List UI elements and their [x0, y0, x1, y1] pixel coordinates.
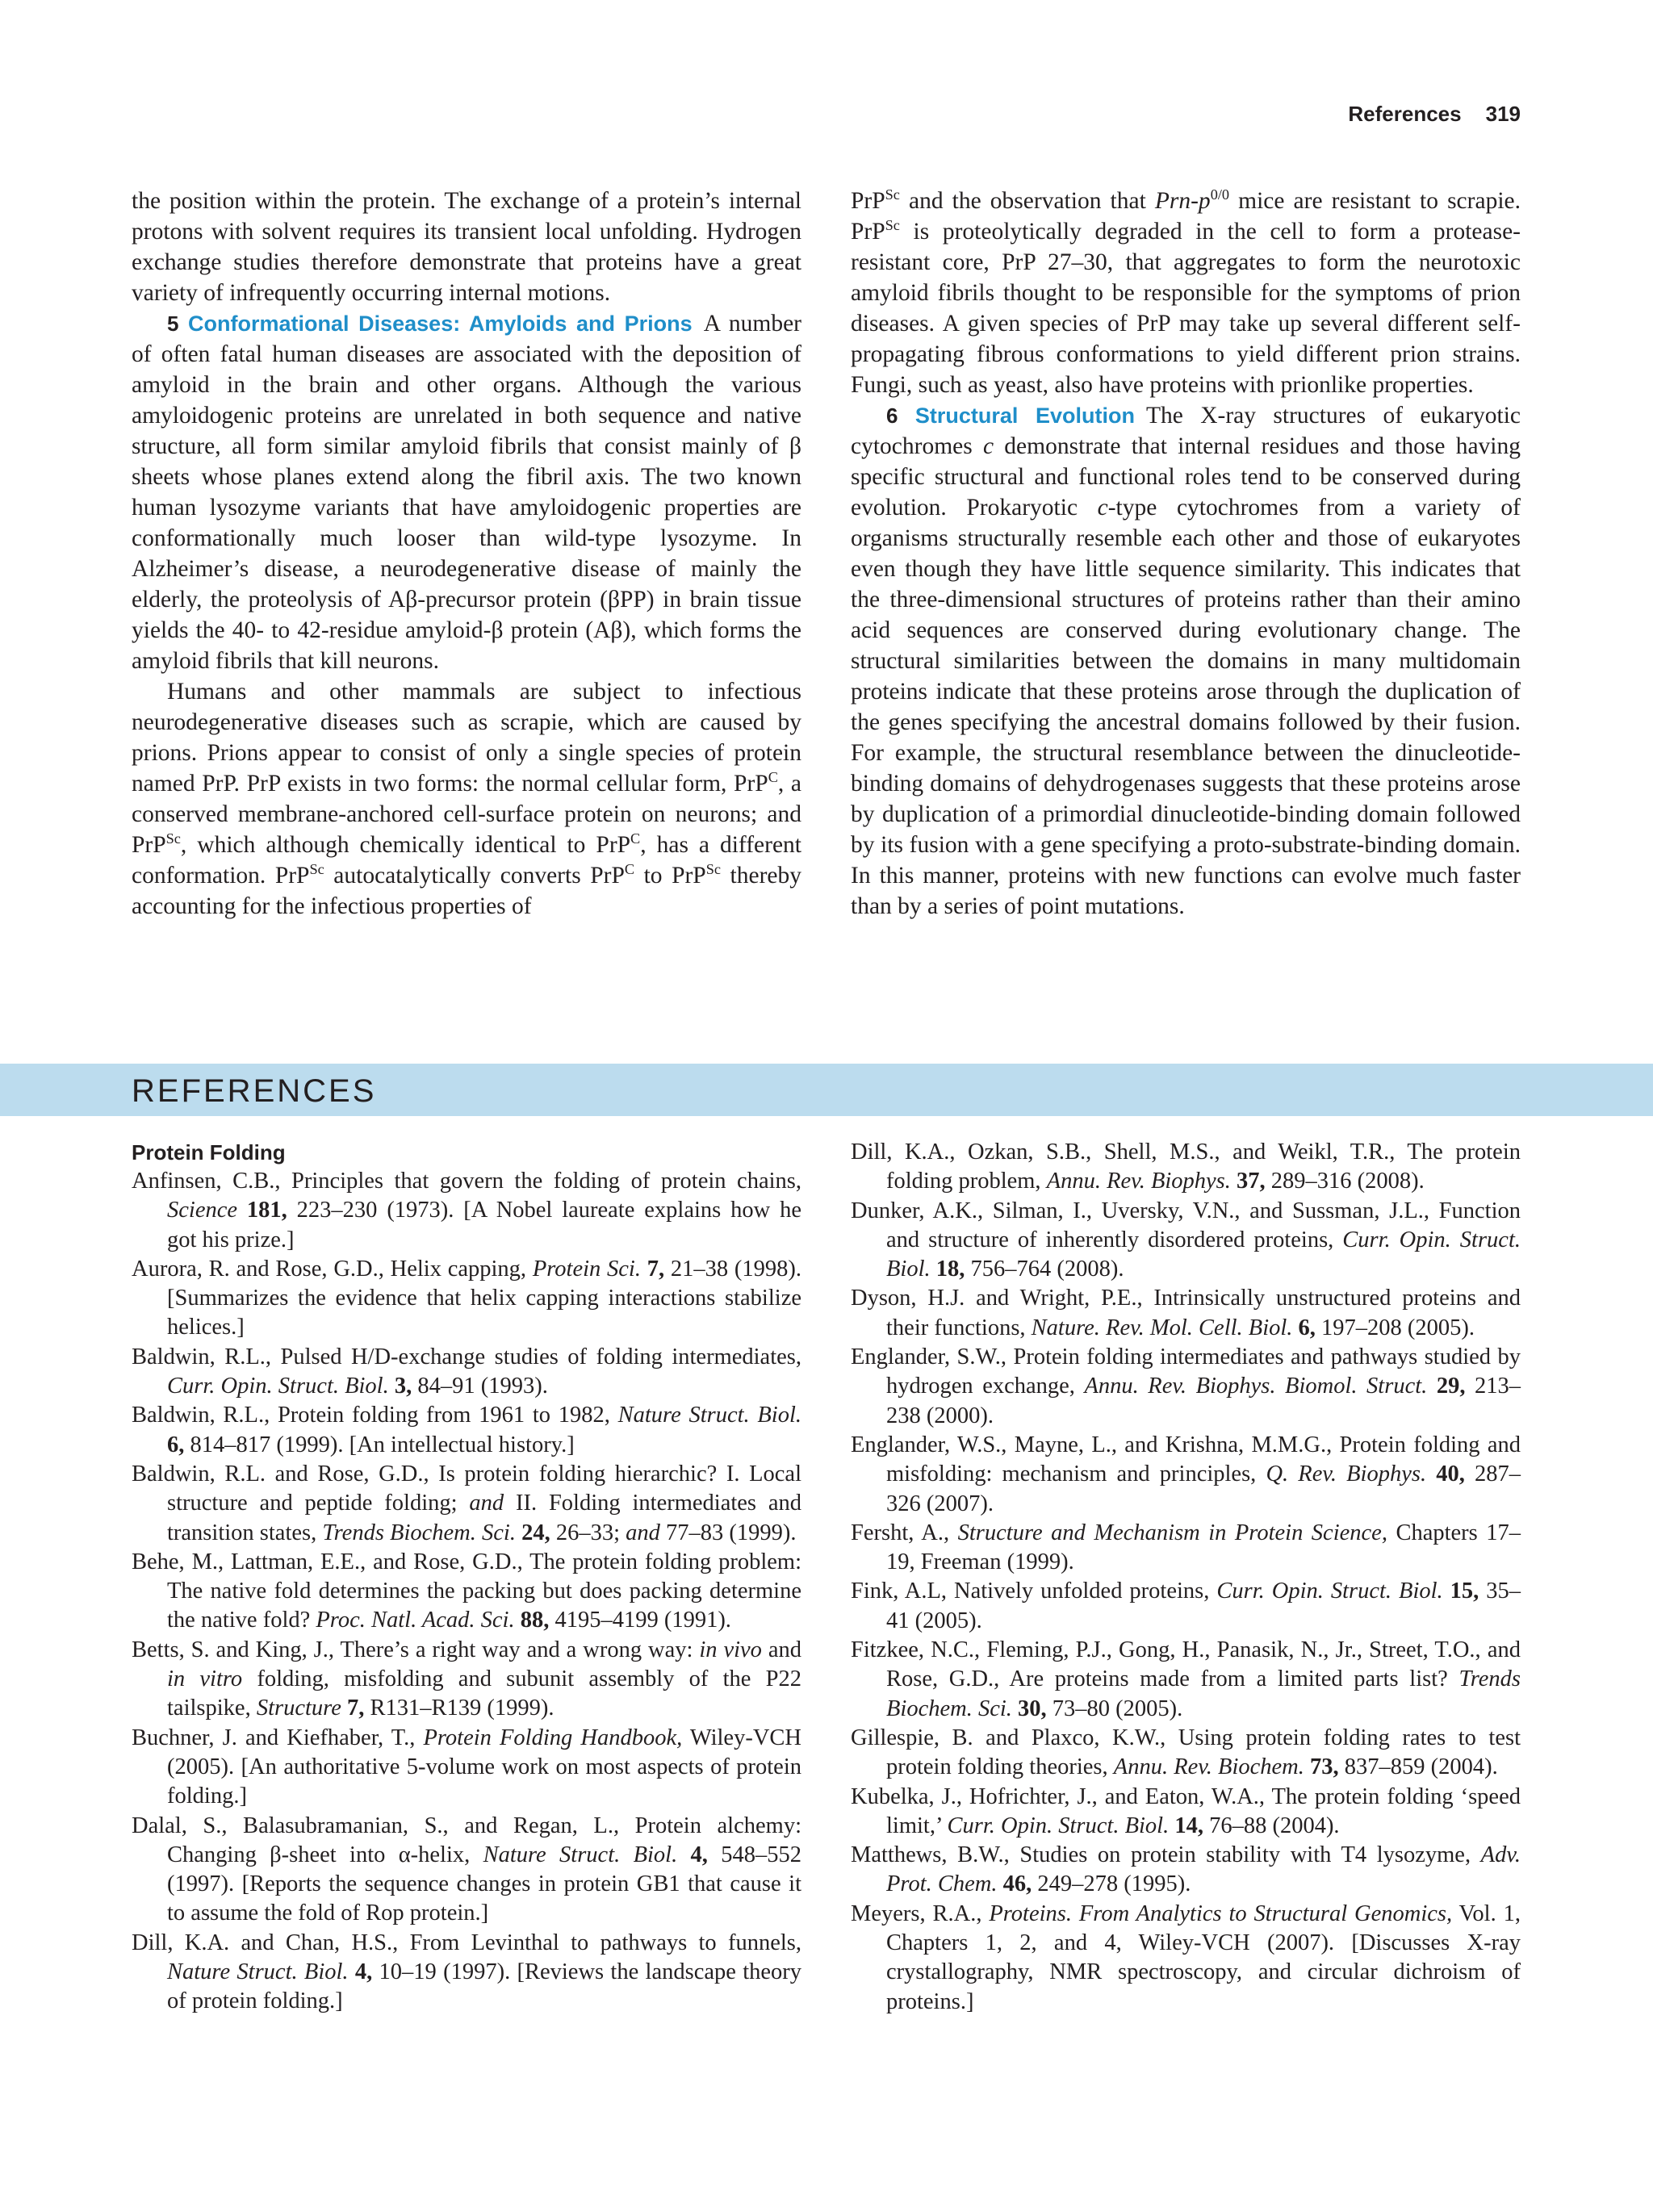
reference-entry	[132, 1812, 801, 1929]
reference-volume: 46,	[997, 1871, 1032, 1897]
text-run: mice are resistant to scrapie. PrP	[851, 188, 1521, 245]
reference-text: Aurora, R. and Rose, G.D., Helix capping,	[132, 1256, 533, 1282]
superscript: Sc	[309, 861, 324, 878]
reference-entry	[851, 1284, 1521, 1343]
reference-journal: Annu. Rev. Biophys. Biomol. Struct.	[1084, 1374, 1428, 1399]
reference-entry	[851, 1431, 1521, 1519]
reference-entry	[851, 1577, 1521, 1636]
reference-text: Dill, K.A. and Chan, H.S., From Levinthal to pathways to funnels,	[132, 1930, 801, 1955]
reference-text: Gillespie, B. and Plaxco, K.W., Using protein folding rates to test protein folding theories,	[851, 1725, 1521, 1780]
reference-entry	[132, 1548, 801, 1636]
body-column-left	[132, 186, 801, 922]
reference-volume: 4,	[677, 1842, 708, 1867]
gene-name: Prn-p	[1154, 188, 1211, 214]
reference-text: Baldwin, R.L., Protein folding from 1961 to 1982,	[132, 1403, 618, 1428]
reference-volume: 15,	[1442, 1579, 1479, 1604]
reference-volume: 40,	[1426, 1461, 1465, 1487]
reference-entry	[132, 1343, 801, 1402]
superscript: C	[630, 830, 641, 847]
page-number: 319	[1485, 102, 1521, 126]
reference-journal: Nature Struct. Biol.	[483, 1842, 678, 1867]
text-run: Humans and other mammals are subject to infectious neurodegenerative diseases such as scrapie, which are caused by prions. Prions appear to consist of only a single species of protein named PrP. PrP exists in two forms: the normal cellular form, PrP	[132, 679, 801, 797]
text-run: to PrP	[634, 863, 706, 889]
reference-text: 73–80 (2005).	[1046, 1696, 1183, 1721]
reference-volume: 30,	[1011, 1696, 1047, 1721]
reference-text: 35–41 (2005).	[886, 1579, 1521, 1633]
reference-text: 21–38 (1998). [Summarizes the evidence that helix capping interactions stabilize helices.]	[167, 1256, 802, 1340]
reference-volume: 24,	[515, 1520, 550, 1545]
reference-text: 197–208 (2005).	[1315, 1315, 1475, 1340]
paragraph	[851, 186, 1521, 400]
reference-text: Dyson, H.J. and Wright, P.E., Intrinsically unstructured proteins and their functions,	[851, 1286, 1521, 1340]
superscript: 0/0	[1210, 186, 1230, 203]
reference-text: folding, misfolding and subunit assembly of the P22 tailspike,	[167, 1666, 801, 1721]
paragraph	[132, 186, 801, 308]
reference-entry	[851, 1519, 1521, 1578]
reference-text: 756–764 (2008).	[965, 1257, 1124, 1282]
reference-journal: Nature Struct. Biol.	[167, 1959, 349, 1985]
reference-entry	[132, 1460, 801, 1548]
reference-volume: 4,	[348, 1959, 373, 1985]
reference-text: 10–19 (1997). [Reviews the landscape theory of protein folding.]	[167, 1959, 802, 2014]
reference-text: 837–859 (2004).	[1338, 1754, 1498, 1780]
reference-journal: Proc. Natl. Acad. Sci.	[316, 1608, 515, 1633]
reference-journal: Annu. Rev. Biophys.	[1046, 1169, 1231, 1194]
reference-text: and	[761, 1637, 802, 1662]
reference-volume: 14,	[1169, 1813, 1203, 1838]
reference-text: Fink, A.L, Natively unfolded proteins,	[851, 1579, 1217, 1604]
section-number: 6	[886, 404, 898, 428]
reference-journal: Annu. Rev. Biochem.	[1113, 1754, 1304, 1780]
running-head	[1348, 102, 1521, 127]
running-head-section: References	[1348, 102, 1462, 126]
reference-entry	[851, 1900, 1521, 2017]
reference-text: Fitzkee, N.C., Fleming, P.J., Gong, H., Panasik, N., Jr., Street, T.O., and Rose, G.D., Are proteins made from a limited parts list?	[851, 1637, 1521, 1692]
reference-italic: in vivo	[699, 1637, 762, 1662]
reference-journal: Curr. Opin. Struct. Biol.	[947, 1813, 1170, 1838]
reference-journal: Curr. Opin. Struct. Biol.	[1216, 1579, 1443, 1604]
reference-text: Wiley-VCH (2005). [An authoritative 5-volume work on most aspects of protein folding.]	[167, 1725, 801, 1809]
reference-text: Anfinsen, C.B., Principles that govern the folding of protein chains,	[132, 1169, 801, 1194]
reference-journal: Structure and Mechanism in Protein Science,	[957, 1520, 1387, 1545]
reference-text: Dill, K.A., Ozkan, S.B., Shell, M.S., and Weikl, T.R., The protein folding problem,	[851, 1139, 1521, 1194]
superscript: C	[768, 769, 778, 786]
text-run: autocatalytically converts PrP	[324, 863, 625, 889]
reference-text: 249–278 (1995).	[1032, 1871, 1191, 1897]
reference-text: Baldwin, R.L., Pulsed H/D-exchange studies of folding intermediates,	[132, 1344, 801, 1369]
reference-text: Behe, M., Lattman, E.E., and Rose, G.D., The protein folding problem: The native fold determines the packing but does packing determine the native fold?	[132, 1549, 801, 1633]
reference-volume: 18,	[930, 1257, 965, 1282]
reference-journal: Structure	[256, 1696, 341, 1721]
reference-italic: and	[626, 1520, 660, 1545]
text-run: PrP	[851, 188, 885, 214]
section-title: Conformational Diseases: Amyloids and Prions	[187, 312, 693, 336]
text-run: thereby accounting for the infectious properties of	[132, 863, 801, 919]
reference-text: 26–33;	[550, 1520, 626, 1545]
reference-text: 84–91 (1993).	[412, 1374, 548, 1399]
reference-journal: Trends Biochem. Sci.	[886, 1666, 1521, 1721]
reference-entry	[132, 1167, 801, 1255]
reference-volume: 37,	[1230, 1169, 1266, 1194]
reference-text: 213–238 (2000).	[886, 1374, 1521, 1428]
reference-journal: Q. Rev. Biophys.	[1266, 1461, 1427, 1487]
reference-journal: Curr. Opin. Struct. Biol.	[167, 1374, 389, 1399]
reference-volume: 88,	[514, 1608, 550, 1633]
reference-entry	[851, 1197, 1521, 1285]
reference-entry	[132, 1724, 801, 1812]
superscript: C	[624, 861, 635, 878]
paragraph-text: A number of often fatal human diseases are associated with the deposition of amyloid in the brain and other organs. Although the various amyloidogenic proteins are unrelated in both sequence and native structure, all form similar amyloid fibrils that consist mainly of β sheets whose planes extend along the fibril axis. The two known human lysozyme variants that have amyloidogenic properties are conformationally much looser than wild-type lysozyme. In Alzheimer’s disease, a neurodegenerative disease of mainly the elderly, the proteolysis of Aβ-precursor protein (βPP) in brain tissue yields the 40- to 42-residue amyloid-β protein (Aβ), which forms the amyloid fibrils that kill neurons.	[132, 311, 801, 674]
reference-volume: 6,	[1292, 1315, 1316, 1340]
reference-text: Matthews, B.W., Studies on protein stability with T4 lysozyme,	[851, 1842, 1481, 1868]
reference-journal: Curr. Opin. Struct. Biol.	[886, 1227, 1521, 1282]
reference-entry	[132, 1401, 801, 1460]
references-column-left	[132, 1138, 801, 2017]
reference-text: Englander, W.S., Mayne, L., and Krishna, M.M.G., Protein folding and misfolding: mechanism and principles,	[851, 1432, 1521, 1487]
reference-volume: 7,	[640, 1256, 665, 1282]
reference-volume: 73,	[1304, 1754, 1339, 1780]
italic-text: c	[982, 433, 994, 459]
references-title: REFERENCES	[132, 1073, 377, 1109]
superscript: Sc	[165, 830, 181, 847]
reference-entry	[132, 1255, 801, 1343]
reference-volume: 181,	[237, 1198, 287, 1223]
reference-text: R131–R139 (1999).	[364, 1696, 554, 1721]
reference-volume: 3,	[388, 1374, 412, 1399]
reference-text: Baldwin, R.L. and Rose, G.D., Is protein folding hierarchic? I. Local structure and peptide folding;	[132, 1461, 801, 1516]
section-6	[851, 400, 1521, 922]
text-run: -type cytochromes from a variety of organisms structurally resemble each other and those of eukaryotes even though they have little sequence similarity. This indicates that the three-dimensional structures of proteins rather than their amino acid sequences are conserved during evolutionary change. The structural similarities between the domains in many multidomain proteins indicate that these proteins arose through the duplication of the genes specifying the ancestral domains followed by their fusion. For example, the structural resemblance between the dinucleotide-binding domains of dehydrogenases suggests that these proteins arose by duplication of a primordial dinucleotide-binding domain followed by its fusion with a gene specifying a proto-substrate-binding domain. In this manner, proteins with new functions can evolve much faster than by a series of point mutations.	[851, 495, 1521, 919]
reference-text: Chapters 17–19, Freeman (1999).	[886, 1520, 1521, 1575]
reference-text: 548–552 (1997). [Reports the sequence changes in protein GB1 that cause it to assume the fold of Rop protein.]	[167, 1842, 802, 1926]
paragraph	[132, 676, 801, 922]
reference-entry	[851, 1841, 1521, 1900]
section-5	[132, 308, 801, 676]
text-run: , a conserved membrane-anchored cell-surface protein on neurons; and PrP	[132, 771, 801, 858]
superscript: Sc	[705, 861, 721, 878]
reference-journal: Protein Folding Handbook,	[423, 1725, 683, 1750]
references-subheading: Protein Folding	[132, 1140, 286, 1165]
reference-text: 223–230 (1973). [A Nobel laureate explains how he got his prize.]	[167, 1198, 802, 1252]
reference-journal: Nature Struct. Biol.	[617, 1403, 802, 1428]
references-column-right	[851, 1138, 1521, 2017]
reference-text: 289–316 (2008).	[1265, 1169, 1425, 1194]
text-run: , has a different conformation. PrP	[132, 832, 801, 889]
reference-entry	[851, 1724, 1521, 1783]
reference-text: Betts, S. and King, J., There’s a right way and a wrong way:	[132, 1637, 700, 1662]
section-number: 5	[167, 312, 179, 336]
reference-text: 4195–4199 (1991).	[549, 1608, 731, 1633]
reference-entry	[851, 1783, 1521, 1842]
text-run: , which although chemically identical to PrP	[180, 832, 631, 858]
text-run: demonstrate that internal residues and those having specific structural and functional roles tend to be conserved during evolution. Prokaryotic	[851, 433, 1521, 521]
text-run: and the observation that	[899, 188, 1155, 214]
reference-volume: 6,	[167, 1432, 185, 1457]
reference-text: 287–326 (2007).	[886, 1461, 1521, 1516]
reference-text: Kubelka, J., Hofrichter, J., and Eaton, W.A., The protein folding ‘speed limit,’	[851, 1783, 1521, 1838]
reference-journal: Trends Biochem. Sci.	[322, 1520, 516, 1545]
reference-volume: 7,	[341, 1696, 365, 1721]
reference-text: Buchner, J. and Kiefhaber, T.,	[132, 1725, 424, 1750]
text-run: The X-ray structures of eukaryotic cytochromes	[851, 403, 1521, 459]
section-title: Structural Evolution	[914, 404, 1135, 428]
paragraph-text: the position within the protein. The exchange of a protein’s internal protons with solvent requires its transient local unfolding. Hydrogen exchange studies therefore demonstrate that proteins have a great variety of infrequently occurring internal motions.	[132, 188, 801, 306]
reference-italic: and	[469, 1491, 504, 1516]
reference-volume: 29,	[1427, 1374, 1466, 1399]
reference-entry	[851, 1138, 1521, 1197]
reference-journal: Proteins. From Analytics to Structural Genomics,	[989, 1900, 1453, 1926]
reference-journal: Protein Sci.	[532, 1256, 641, 1282]
reference-text: 77–83 (1999).	[659, 1520, 797, 1545]
reference-text: Dunker, A.K., Silman, I., Uversky, V.N., and Sussman, J.L., Function and structure of inherently disordered proteins,	[851, 1198, 1521, 1252]
reference-text: Vol. 1, Chapters 1, 2, and 4, Wiley-VCH (2007). [Discusses X-ray crystallography, NMR spectroscopy, and circular dichroism of proteins.]	[886, 1900, 1521, 2014]
reference-journal: Science	[167, 1198, 238, 1223]
reference-text: 814–817 (1999). [An intellectual history.]	[184, 1432, 575, 1457]
reference-entry	[132, 1636, 801, 1724]
reference-entry	[851, 1636, 1521, 1724]
reference-journal: Adv. Prot. Chem.	[886, 1842, 1521, 1897]
reference-entry	[132, 1929, 801, 2017]
reference-text: II. Folding intermediates and transition states,	[167, 1491, 801, 1545]
reference-text: 76–88 (2004).	[1203, 1813, 1340, 1838]
body-column-right	[851, 186, 1521, 922]
superscript: Sc	[885, 217, 900, 234]
references-band	[0, 1064, 1653, 1116]
superscript: Sc	[885, 186, 900, 203]
text-run: is proteolytically degraded in the cell to form a protease-resistant core, PrP 27–30, that aggregates to form the neurotoxic amyloid fibrils thought to be responsible for the symptoms of prion diseases. A given species of PrP may take up several different self-propagating fibrous conformations to yield different prion strains. Fungi, such as yeast, also have proteins with prionlike properties.	[851, 219, 1521, 398]
reference-text: Meyers, R.A.,	[851, 1900, 990, 1926]
reference-entry	[851, 1343, 1521, 1431]
reference-italic: in vitro	[167, 1666, 243, 1692]
reference-text: Englander, S.W., Protein folding intermediates and pathways studied by hydrogen exchange,	[851, 1344, 1521, 1399]
italic-text: c	[1097, 495, 1108, 521]
reference-text: Fersht, A.,	[851, 1520, 958, 1545]
reference-text: Dalal, S., Balasubramanian, S., and Regan, L., Protein alchemy: Changing β-sheet into α-helix,	[132, 1813, 801, 1867]
reference-journal: Nature. Rev. Mol. Cell. Biol.	[1031, 1315, 1293, 1340]
